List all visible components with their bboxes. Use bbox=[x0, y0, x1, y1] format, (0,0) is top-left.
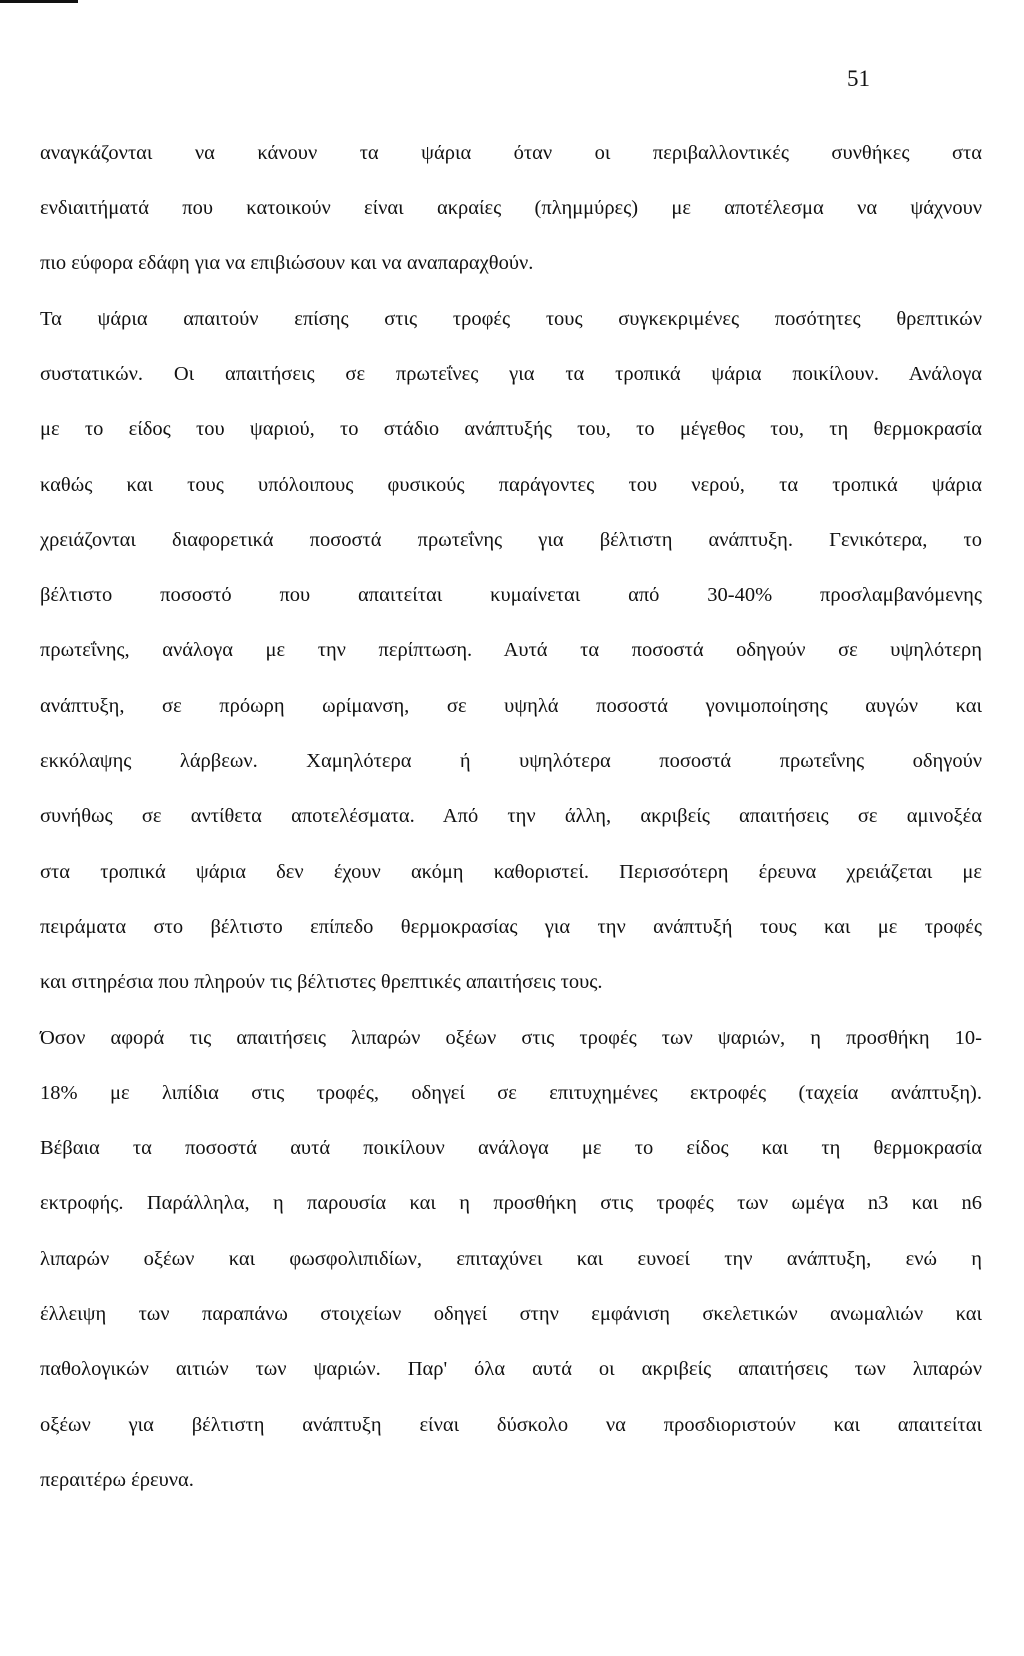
text-line: ανάπτυξη, σε πρόωρη ωρίμανση, σε υψηλά ποσοστά γονιμοποίησης αυγών και bbox=[40, 695, 982, 717]
text-line: Βέβαια τα ποσοστά αυτά ποικίλουν ανάλογα με το είδος και τη θερμοκρασία bbox=[40, 1137, 982, 1159]
text-line: συστατικών. Οι απαιτήσεις σε πρωτεΐνες για τα τροπικά ψάρια ποικίλουν. Ανάλογα bbox=[40, 363, 982, 385]
text-line: πρωτεΐνης, ανάλογα με την περίπτωση. Αυτά τα ποσοστά οδηγούν σε υψηλότερη bbox=[40, 639, 982, 661]
text-line: και σιτηρέσια που πληρούν τις βέλτιστες θρεπτικές απαιτήσεις τους. bbox=[40, 971, 603, 993]
text-line: καθώς και τους υπόλοιπους φυσικούς παράγοντες του νερού, τα τροπικά ψάρια bbox=[40, 474, 982, 496]
text-line: Τα ψάρια απαιτούν επίσης στις τροφές τους συγκεκριμένες ποσότητες θρεπτικών bbox=[40, 308, 982, 330]
text-line: λιπαρών οξέων και φωσφολιπιδίων, επιταχύνει και ευνοεί την ανάπτυξη, ενώ η bbox=[40, 1248, 982, 1270]
text-line: εκτροφής. Παράλληλα, η παρουσία και η προσθήκη στις τροφές των ωμέγα n3 και n6 bbox=[40, 1192, 982, 1214]
text-line: συνήθως σε αντίθετα αποτελέσματα. Από την άλλη, ακριβείς απαιτήσεις σε αμινοξέα bbox=[40, 805, 982, 827]
page-number: 51 bbox=[847, 66, 870, 91]
text-line: οξέων για βέλτιστη ανάπτυξη είναι δύσκολο να προσδιοριστούν και απαιτείται bbox=[40, 1414, 982, 1436]
text-line: βέλτιστο ποσοστό που απαιτείται κυμαίνεται από 30-40% προσλαμβανόμενης bbox=[40, 584, 982, 606]
text-line: πειράματα στο βέλτιστο επίπεδο θερμοκρασίας για την ανάπτυξή τους και με τροφές bbox=[40, 916, 982, 938]
text-line: χρειάζονται διαφορετικά ποσοστά πρωτεΐνης για βέλτιστη ανάπτυξη. Γενικότερα, το bbox=[40, 529, 982, 551]
text-line: έλλειψη των παραπάνω στοιχείων οδηγεί στην εμφάνιση σκελετικών ανωμαλιών και bbox=[40, 1303, 982, 1325]
text-line: με το είδος του ψαριού, το στάδιο ανάπτυξής του, το μέγεθος του, τη θερμοκρασία bbox=[40, 418, 982, 440]
text-line: παθολογικών αιτιών των ψαριών. Παρ' όλα αυτά οι ακριβείς απαιτήσεις των λιπαρών bbox=[40, 1358, 982, 1380]
text-line: 18% με λιπίδια στις τροφές, οδηγεί σε επιτυχημένες εκτροφές (ταχεία ανάπτυξη). bbox=[40, 1082, 982, 1104]
text-line: αναγκάζονται να κάνουν τα ψάρια όταν οι περιβαλλοντικές συνθήκες στα bbox=[40, 142, 982, 164]
text-line: στα τροπικά ψάρια δεν έχουν ακόμη καθοριστεί. Περισσότερη έρευνα χρειάζεται με bbox=[40, 861, 982, 883]
top-edge-rule bbox=[0, 0, 78, 3]
text-line: Όσον αφορά τις απαιτήσεις λιπαρών οξέων στις τροφές των ψαριών, η προσθήκη 10- bbox=[40, 1027, 982, 1049]
text-line: ενδιαιτήματά που κατοικούν είναι ακραίες (πλημμύρες) με αποτέλεσμα να ψάχνουν bbox=[40, 197, 982, 219]
text-line: πιο εύφορα εδάφη για να επιβιώσουν και να αναπαραχθούν. bbox=[40, 252, 534, 274]
text-line: εκκόλαψης λάρβεων. Χαμηλότερα ή υψηλότερα ποσοστά πρωτεΐνης οδηγούν bbox=[40, 750, 982, 772]
text-line: περαιτέρω έρευνα. bbox=[40, 1469, 194, 1491]
